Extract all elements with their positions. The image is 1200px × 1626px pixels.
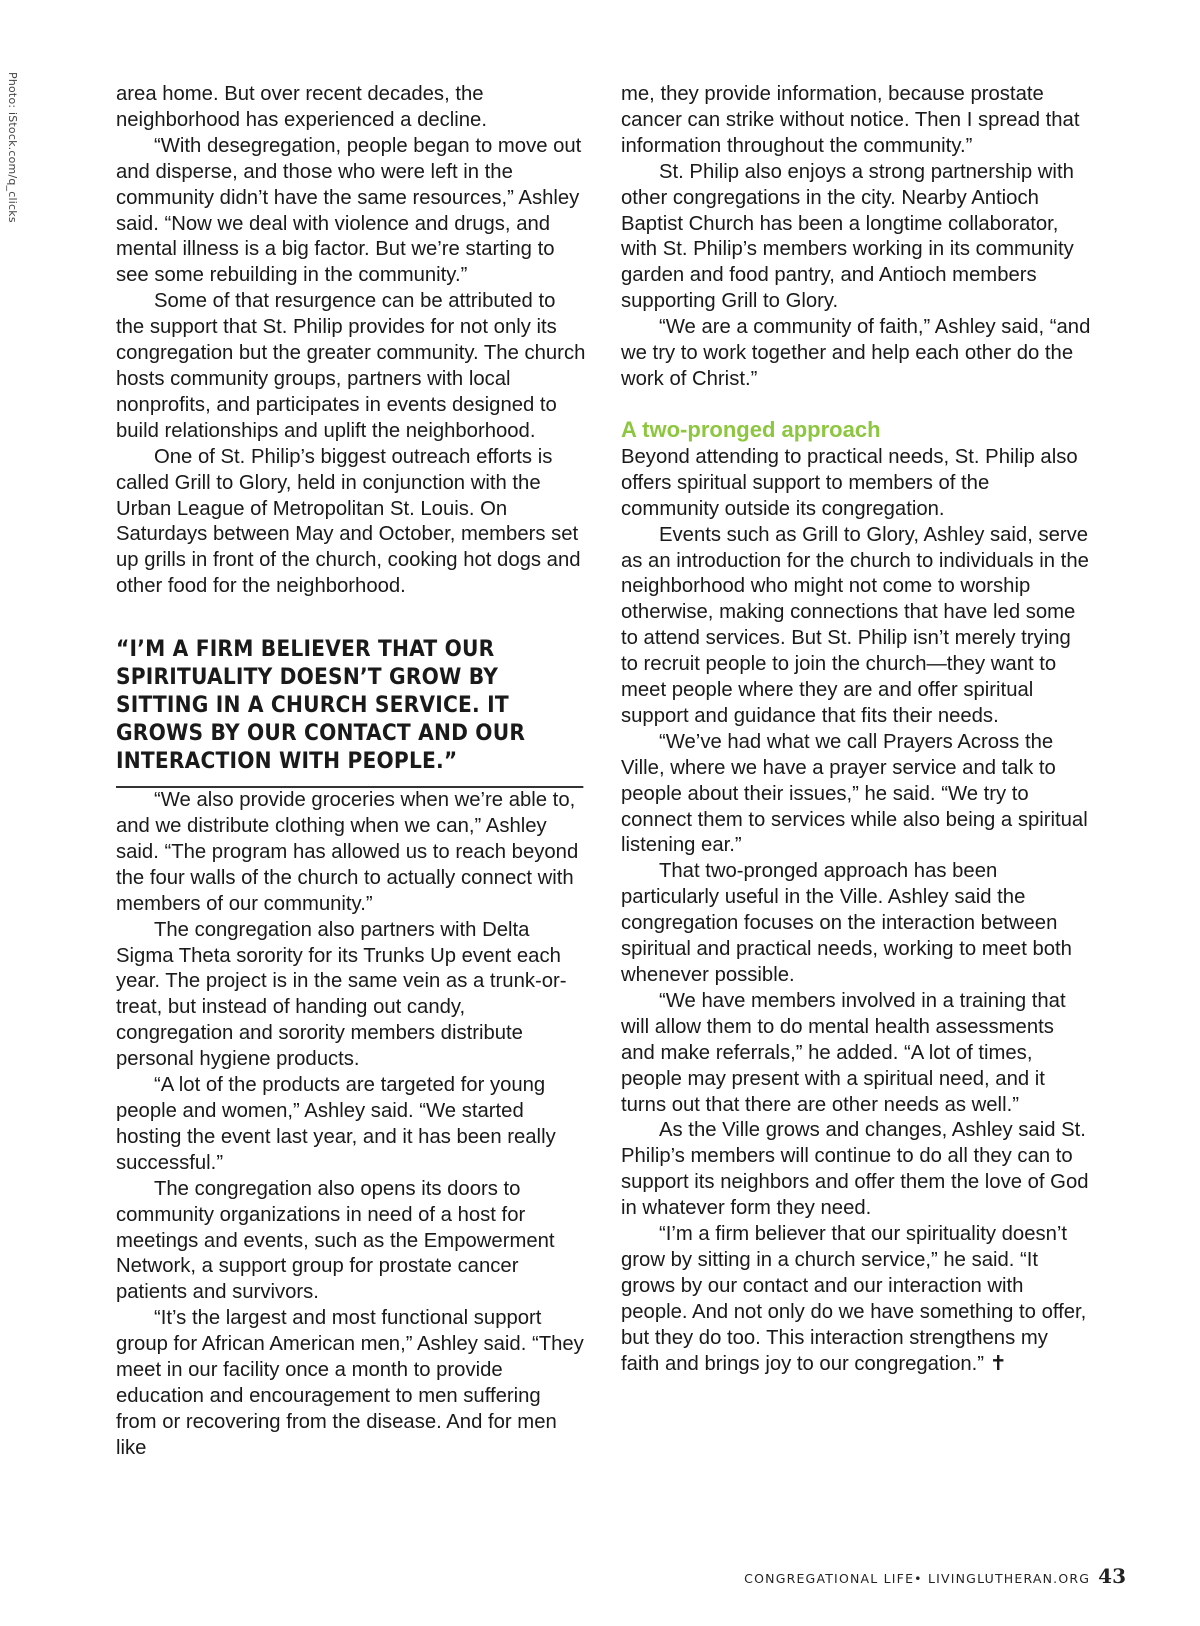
page-footer [744, 1564, 1126, 1588]
paragraph: “We’ve had what we call Prayers Across the Ville, where we have a prayer service and talk to people about their issues,” he said. “We try to connect them to services while also being a spiritual listening ear.” [621, 730, 1088, 857]
paragraph: As the Ville grows and changes, Ashley said St. Philip’s members will continue to do all they can to support its neighbors and offer them the love of God in whatever form they need. [621, 1119, 1089, 1220]
paragraph: Beyond attending to practical needs, St. Philip also offers spiritual support to members of the community outside its congregation. [621, 445, 1078, 520]
paragraph: One of St. Philip’s biggest outreach efforts is called Grill to Glory, held in conjunction with the Urban League of Metropolitan St. Louis. On Saturdays between May and October, members set up grills in front of the church, cooking hot dogs and other food for the neighborhood. [116, 445, 581, 598]
paragraph: “We also provide groceries when we’re able to, and we distribute clothing when we can,” Ashley said. “The program has allowed us to reach beyond the four walls of the church to actually connect with members of our community.” [116, 789, 579, 915]
paragraph: me, they provide information, because prostate cancer can strike without notice. Then I spread that information throughout the community.” [621, 83, 1080, 157]
right-column [621, 82, 1091, 1378]
page-number: 43 [1098, 1564, 1126, 1588]
paragraph: area home. But over recent decades, the neighborhood has experienced a decline. [116, 83, 487, 131]
paragraph: Some of that resurgence can be attributed to the support that St. Philip provides for not only its congregation but the greater community. The church hosts community groups, partners with local nonprofits, and participates in events designed to build relationships and uplift the neighborhood. [116, 290, 586, 442]
paragraph: “It’s the largest and most functional support group for African American men,” Ashley said. “They meet in our facility once a month to provide education and encouragement to men suffering from or recovering from the disease. And for men like [116, 1307, 584, 1459]
paragraph: “We have members involved in a training that will allow them to do mental health assessments and make referrals,” he added. “A lot of times, people may present with a spiritual need, and it turns out that there are other needs as well.” [621, 989, 1066, 1116]
paragraph: “With desegregation, people began to move out and disperse, and those who were left in the community didn’t have the same resources,” Ashley said. “Now we deal with violence and drugs, and mental illness is a big factor. But we’re starting to see some rebuilding in the community.” [116, 134, 582, 287]
photo-credit: Photo: iStock.com/q_clicks [6, 72, 19, 223]
footer-section: CONGREGATIONAL LIFE• LIVINGLUTHERAN.ORG [744, 1571, 1091, 1586]
paragraph: That two-pronged approach has been particularly useful in the Ville. Ashley said the congregation focuses on the interaction between spiritual and practical needs, working to meet both whenever possible. [621, 860, 1072, 986]
paragraph: St. Philip also enjoys a strong partnership with other congregations in the city. Nearby Antioch Baptist Church has been a longtime collaborator, with St. Philip’s members working in its community garden and food pantry, and Antioch members supporting Grill to Glory. [621, 160, 1074, 313]
paragraph: The congregation also opens its doors to community organizations in need of a host for meetings and events, such as the Empowerment Network, a support group for prostate cancer patients and survivors. [116, 1177, 555, 1304]
section-subhead: A two-pronged approach [621, 416, 881, 442]
paragraph: Events such as Grill to Glory, Ashley said, serve as an introduction for the church to individuals in the neighborhood who might not come to worship otherwise, making connections that have led some to attend services. But St. Philip isn’t merely trying to recruit people to join the church—they want to meet people where they are and offer spiritual support and guidance that fits their needs. [621, 523, 1089, 727]
pull-quote: “I’M A FIRM BELIEVER THAT OUR SPIRITUALITY DOESN’T GROW BY SITTING IN A CHURCH SERVICE. IT GROWS BY OUR CONTACT AND OUR INTERACTION WITH PEOPLE.” [116, 636, 583, 788]
paragraph: “A lot of the products are targeted for young people and women,” Ashley said. “We started hosting the event last year, and it has been really successful.” [116, 1074, 556, 1174]
paragraph: The congregation also partners with Delta Sigma Theta sorority for its Trunks Up event each year. The project is in the same vein as a trunk-or-treat, but instead of handing out candy, congregation and sorority members distribute personal hygiene products. [116, 918, 567, 1071]
left-column [116, 82, 586, 1462]
paragraph: “I’m a firm believer that our spirituality doesn’t grow by sitting in a church service,” he said. “It grows by our contact and our interaction with people. And not only do we have something to offer, but they do too. This interaction strengthens my faith and brings joy to our congregation.” ✝ [621, 1223, 1087, 1375]
paragraph: “We are a community of faith,” Ashley said, “and we try to work together and help each other do the work of Christ.” [621, 316, 1091, 390]
